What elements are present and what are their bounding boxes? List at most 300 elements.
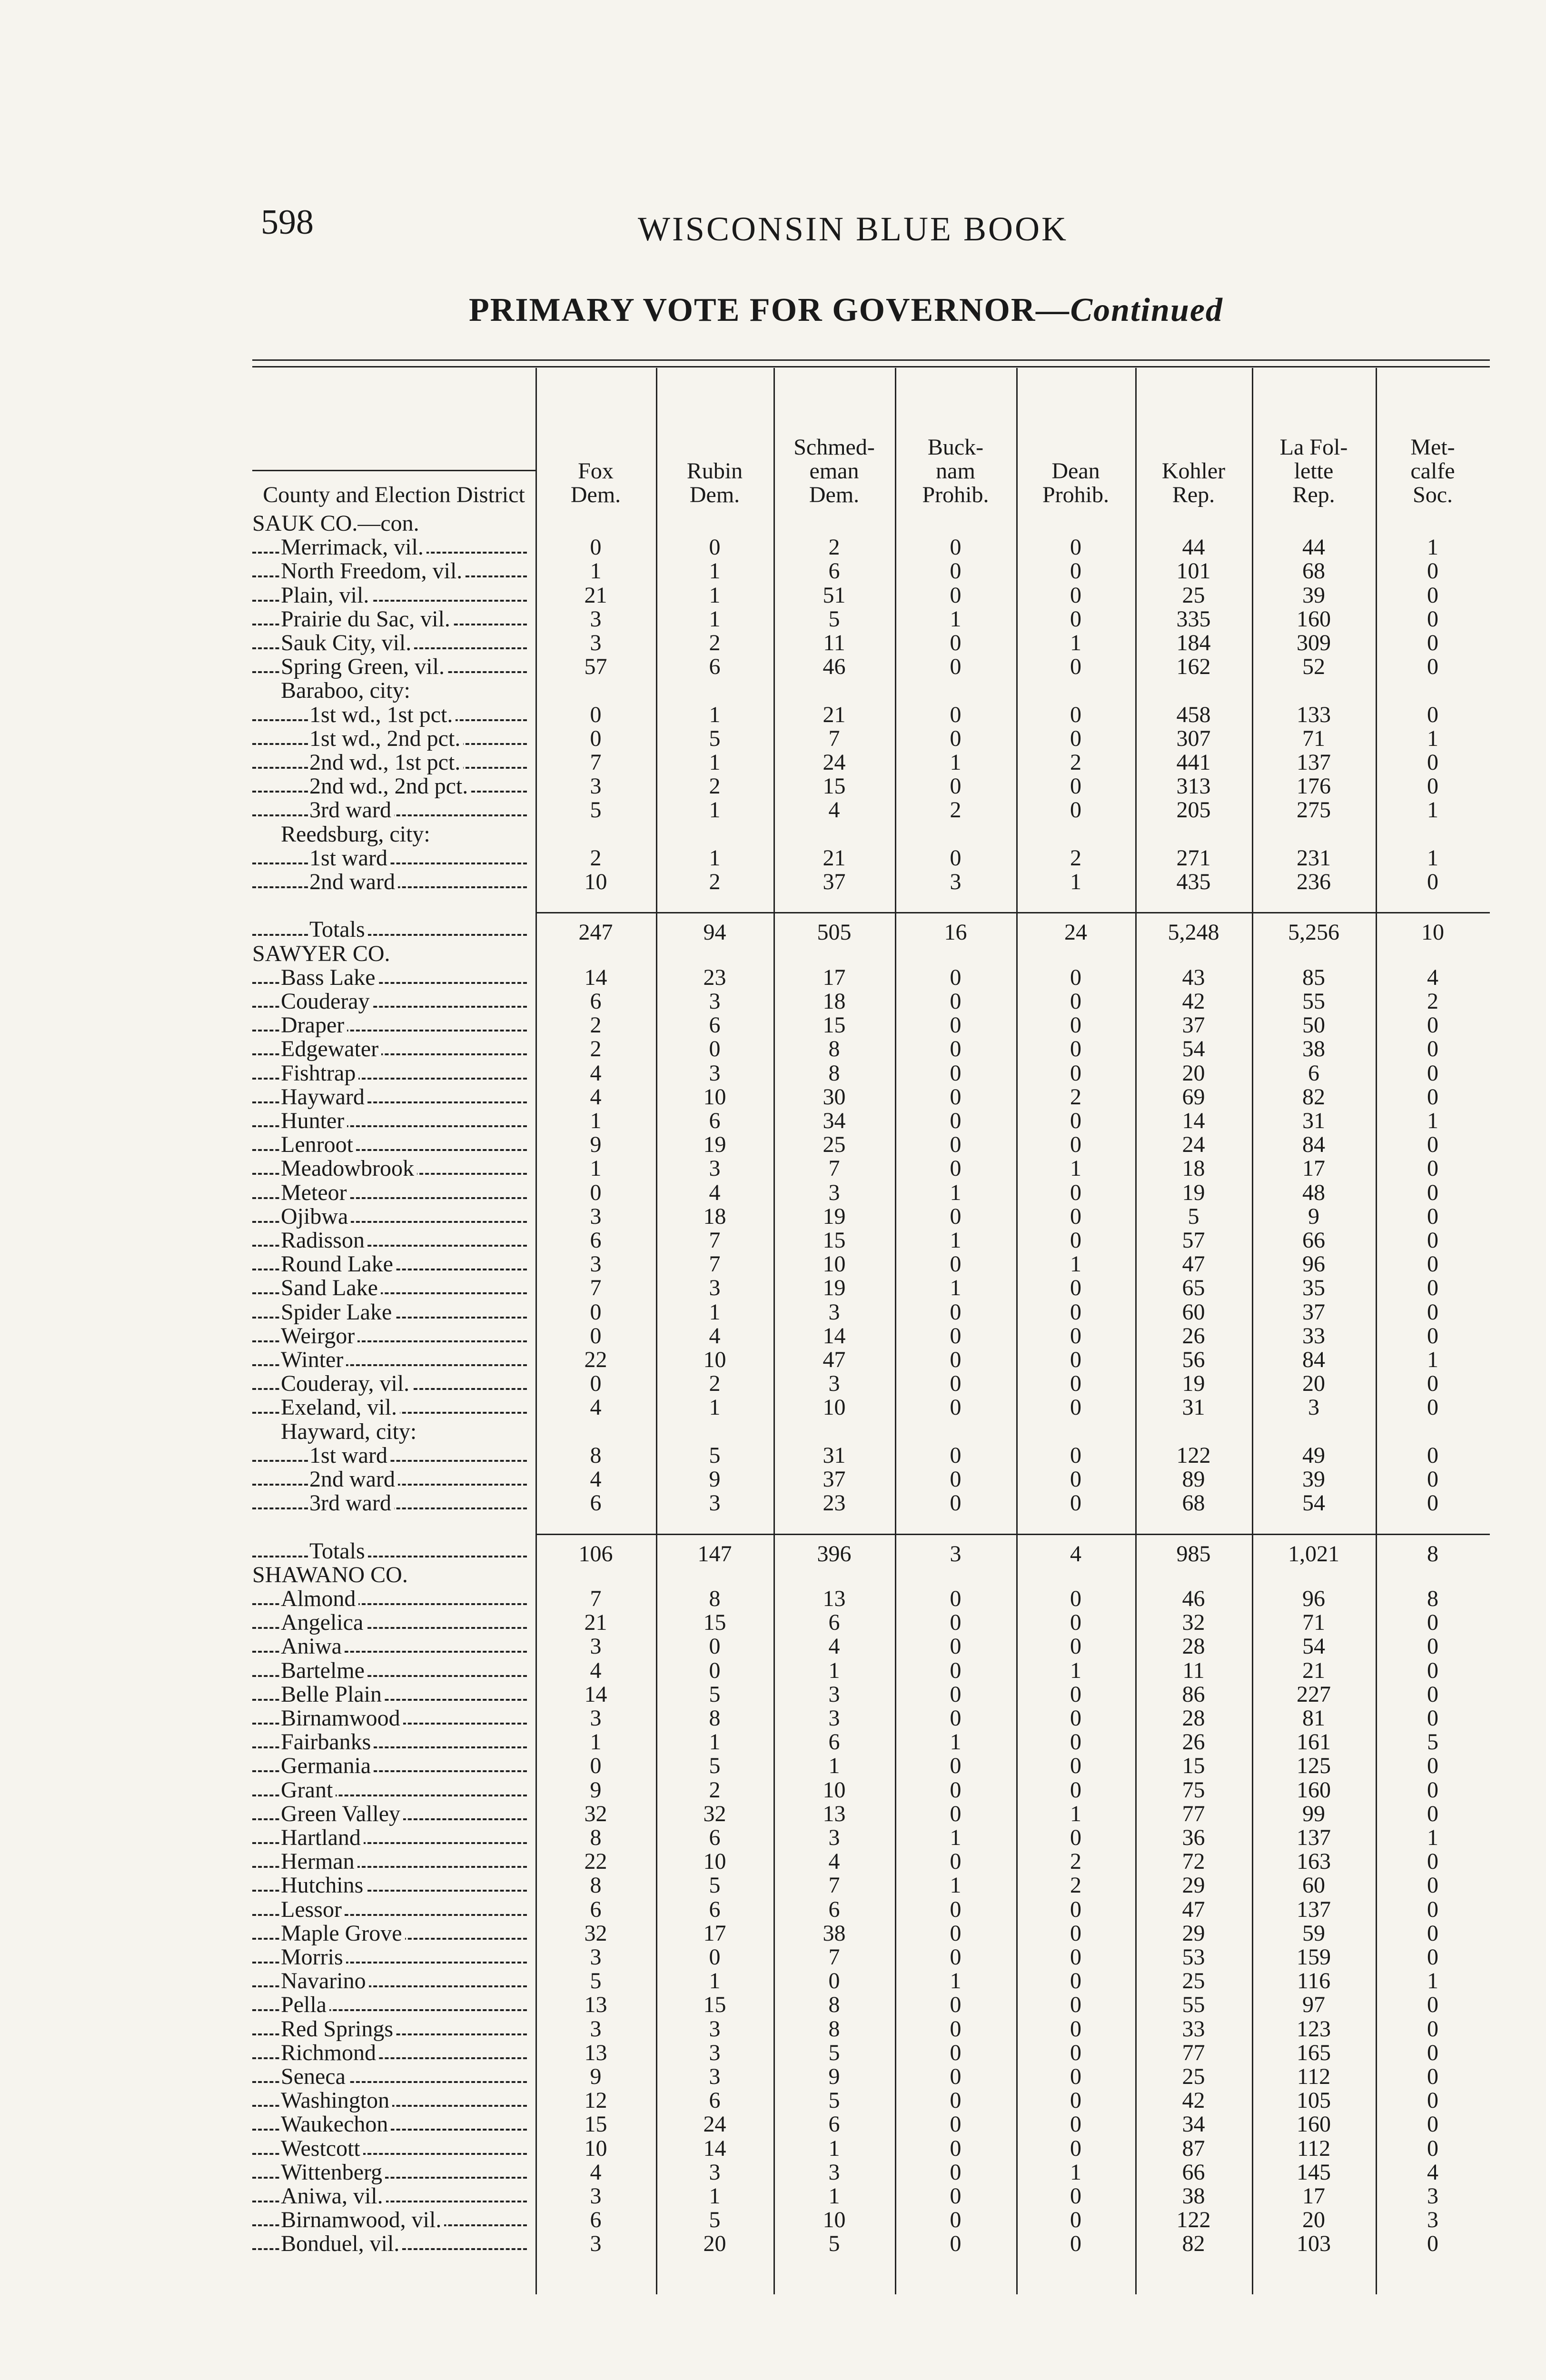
table-row (252, 823, 1490, 846)
vote-cell: 94 (703, 920, 726, 945)
vote-cell: 0 (1070, 1753, 1081, 1779)
vote-cell: 1 (1070, 2159, 1081, 2185)
vote-cell: 22 (584, 1347, 607, 1372)
district-name: Birnamwood (281, 1706, 403, 1730)
vote-cell: 0 (950, 2135, 961, 2161)
vote-cell: 5 (709, 2207, 721, 2233)
table-row (252, 631, 1490, 655)
vote-cell: 0 (1427, 2231, 1438, 2257)
header-underline (252, 470, 535, 471)
vote-cell: 10 (823, 1777, 846, 1803)
district-name: 2nd ward (309, 1468, 398, 1491)
vote-cell: 0 (950, 2112, 961, 2137)
district-name: Almond (281, 1587, 358, 1611)
vote-cell: 5 (709, 1681, 721, 1707)
vote-cell: 0 (1427, 1681, 1438, 1707)
header-col-6-l2: Kohler (1161, 458, 1226, 484)
vote-cell: 0 (1070, 606, 1081, 632)
vote-cell: 160 (1297, 1777, 1331, 1803)
vote-cell: 0 (1427, 1777, 1438, 1803)
vote-cell: 1 (828, 2135, 840, 2161)
vote-cell: 0 (590, 1753, 602, 1779)
vote-cell: 1 (950, 1968, 961, 1994)
vote-cell: 0 (1427, 1228, 1438, 1253)
vote-cell: 0 (1070, 1180, 1081, 1205)
vote-cell: 0 (950, 1442, 961, 1468)
vote-cell: 6 (1308, 1060, 1319, 1086)
vote-cell: 0 (1427, 582, 1438, 608)
row-label (252, 1037, 535, 1061)
vote-cell: 0 (950, 2231, 961, 2257)
table-row (252, 1205, 1490, 1229)
row-label (252, 1013, 535, 1037)
district-name: Birnamwood, vil. (281, 2208, 444, 2232)
table-row (252, 584, 1490, 607)
table-row (252, 1229, 1490, 1252)
table-row (252, 1181, 1490, 1205)
vote-cell: 55 (1302, 989, 1325, 1014)
vote-cell: 0 (1070, 558, 1081, 584)
district-name: Bonduel, vil. (281, 2232, 402, 2256)
header-col-3-l2: eman (809, 458, 859, 484)
vote-cell: 1 (950, 1228, 961, 1253)
vote-cell: 21 (823, 702, 846, 727)
vote-cell: 59 (1302, 1920, 1325, 1946)
table-row (252, 1802, 1490, 1826)
vote-cell: 0 (950, 1203, 961, 1229)
district-name: Red Springs (281, 2017, 396, 2041)
row-label (252, 1181, 535, 1205)
vote-cell: 6 (709, 654, 721, 680)
vote-cell: 1 (950, 1873, 961, 1898)
vote-cell: 0 (1070, 1586, 1081, 1611)
vote-cell: 44 (1182, 535, 1205, 560)
vote-cell: 0 (1070, 2135, 1081, 2161)
vote-cell: 1 (950, 1825, 961, 1850)
vote-cell: 5 (590, 797, 602, 823)
row-label (252, 751, 535, 774)
row-label (252, 2065, 535, 2089)
vote-cell: 0 (950, 2088, 961, 2113)
vote-cell: 21 (823, 845, 846, 871)
vote-cell: 0 (950, 1944, 961, 1970)
vote-cell: 3 (590, 1944, 602, 1970)
vote-cell: 0 (1070, 1729, 1081, 1755)
vote-cell: 36 (1182, 1825, 1205, 1850)
district-name: Hunter (281, 1109, 347, 1133)
vote-cell: 307 (1176, 725, 1211, 751)
district-name: 1st wd., 1st pct. (309, 703, 456, 727)
vote-cell: 0 (950, 535, 961, 560)
vote-cell: 9 (1308, 1203, 1319, 1229)
vote-cell: 3 (709, 2064, 721, 2089)
header-col-5 (1016, 402, 1135, 511)
row-label (252, 2232, 535, 2256)
vote-cell: 43 (1182, 964, 1205, 990)
vote-cell: 3 (709, 1490, 721, 1516)
vote-cell: 47 (1182, 1896, 1205, 1922)
vote-cell: 0 (1070, 1203, 1081, 1229)
vote-cell: 0 (1427, 1060, 1438, 1086)
district-name: Seneca (281, 2065, 348, 2089)
vote-cell: 458 (1176, 702, 1211, 727)
header-col-2-l1 (656, 436, 773, 459)
vote-cell: 1 (1427, 1347, 1438, 1372)
district-name: Pella (281, 1993, 329, 2017)
vote-cell: 13 (584, 1992, 607, 2018)
totals-rule (535, 912, 1490, 913)
vote-cell: 32 (1182, 1610, 1205, 1636)
vote-cell: 112 (1297, 2135, 1331, 2161)
vote-cell: 3 (709, 1275, 721, 1301)
vote-cell: 29 (1182, 1920, 1205, 1946)
vote-cell: 161 (1297, 1729, 1331, 1755)
table-row (252, 2161, 1490, 2184)
vote-cell: 23 (703, 964, 726, 990)
vote-cell: 6 (709, 2088, 721, 2113)
row-label (252, 1133, 535, 1157)
header-col-4-l3: Prohib. (922, 482, 989, 507)
header-col-7-l1: La Fol- (1279, 435, 1348, 460)
row-label (252, 1252, 535, 1276)
vote-cell: 0 (709, 1657, 721, 1683)
district-name: Belle Plain (281, 1683, 385, 1706)
table-row (252, 1396, 1490, 1419)
vote-cell: 5 (709, 725, 721, 751)
vote-cell: 3 (709, 2040, 721, 2065)
vote-cell: 3 (709, 2159, 721, 2185)
vote-cell: 5,256 (1288, 920, 1339, 945)
vote-cell: 122 (1176, 2207, 1211, 2233)
vote-cell: 2 (1070, 750, 1081, 775)
vote-cell: 335 (1176, 606, 1211, 632)
table-row (252, 1444, 1490, 1468)
vote-cell: 0 (1070, 1920, 1081, 1946)
row-label (252, 1229, 535, 1252)
row-label (252, 1491, 535, 1515)
vote-cell: 7 (590, 1586, 602, 1611)
vote-cell: 6 (590, 1896, 602, 1922)
district-name: Aniwa (281, 1635, 345, 1658)
vote-cell: 84 (1302, 1347, 1325, 1372)
vote-cell: 56 (1182, 1347, 1205, 1372)
district-name: Meteor (281, 1181, 350, 1205)
row-label (252, 703, 535, 727)
row-label (252, 1563, 535, 1587)
vote-cell: 3 (709, 1156, 721, 1181)
row-label (252, 1635, 535, 1658)
district-name: Hutchins (281, 1874, 366, 1897)
district-name: Baraboo, city: (281, 679, 413, 703)
vote-cell: 48 (1302, 1180, 1325, 1205)
vote-cell: 37 (1302, 1299, 1325, 1325)
vote-cell: 1 (1070, 630, 1081, 655)
vote-cell: 8 (590, 1825, 602, 1850)
vote-cell: 985 (1176, 1541, 1211, 1567)
vote-cell: 0 (1070, 1467, 1081, 1492)
totals-row (252, 1539, 1490, 1567)
vote-cell: 160 (1297, 606, 1331, 632)
row-label (252, 942, 535, 966)
vote-cell: 0 (1427, 2064, 1438, 2089)
vote-cell: 0 (1070, 1777, 1081, 1803)
vote-cell: 5 (709, 1753, 721, 1779)
row-label (252, 1969, 535, 1993)
table-row (252, 1706, 1490, 1730)
table-row (252, 1898, 1490, 1922)
header-col-1-l3: Dem. (570, 482, 621, 507)
table-row (252, 679, 1490, 703)
vote-cell: 60 (1182, 1299, 1205, 1325)
district-name: 1st wd., 2nd pct. (309, 727, 463, 751)
district-name: Sauk City, vil. (281, 631, 414, 655)
vote-cell: 1 (1070, 1251, 1081, 1277)
vote-cell: 13 (823, 1801, 846, 1826)
top-rule (252, 359, 1490, 361)
district-name: Washington (281, 2089, 392, 2112)
header-col-7-l3: Rep. (1292, 482, 1335, 507)
vote-cell: 1 (709, 1729, 721, 1755)
vote-cell: 6 (828, 1896, 840, 1922)
vote-cell: 0 (950, 1610, 961, 1636)
table-row (252, 2017, 1490, 2041)
vote-cell: 6 (590, 2207, 602, 2233)
table-row (252, 536, 1490, 559)
vote-cell: 23 (823, 1490, 846, 1516)
vote-cell: 1 (590, 558, 602, 584)
vote-cell: 0 (950, 1323, 961, 1349)
vote-cell: 84 (1302, 1132, 1325, 1158)
vote-cell: 17 (823, 964, 846, 990)
district-name: Totals (309, 1539, 368, 1563)
row-label (252, 655, 535, 679)
vote-cell: 14 (823, 1323, 846, 1349)
district-name: 2nd wd., 1st pct. (309, 751, 463, 774)
vote-cell: 24 (823, 750, 846, 775)
vote-cell: 2 (1070, 1849, 1081, 1874)
vote-cell: 435 (1176, 869, 1211, 894)
district-name: Angelica (281, 1611, 366, 1635)
vote-cell: 0 (950, 1706, 961, 1731)
vote-cell: 0 (950, 1657, 961, 1683)
vote-cell: 1 (950, 750, 961, 775)
vote-cell: 37 (1182, 1012, 1205, 1038)
vote-cell: 15 (703, 1992, 726, 2018)
vote-cell: 0 (950, 1347, 961, 1372)
row-label (252, 2112, 535, 2136)
table-row (252, 1109, 1490, 1133)
vote-cell: 1 (590, 1729, 602, 1755)
district-name: 2nd wd., 2nd pct. (309, 774, 471, 798)
table-title (469, 291, 1223, 329)
table-row (252, 1874, 1490, 1897)
vote-cell: 1 (1427, 845, 1438, 871)
vote-cell: 81 (1302, 1706, 1325, 1731)
district-name: Westcott (281, 2137, 363, 2161)
district-name: 1st ward (309, 846, 390, 870)
vote-cell: 1 (709, 606, 721, 632)
row-label (252, 1993, 535, 2017)
district-name: Merrimack, vil. (281, 536, 426, 559)
table-row (252, 1324, 1490, 1348)
vote-cell: 0 (1427, 1873, 1438, 1898)
row-label (252, 2041, 535, 2065)
vote-cell: 4 (590, 1060, 602, 1086)
table-row (252, 1468, 1490, 1491)
table-row (252, 2065, 1490, 2089)
header-col-6-l1 (1135, 436, 1252, 459)
district-name: Couderay, vil. (281, 1372, 412, 1396)
vote-cell: 10 (584, 2135, 607, 2161)
table-row (252, 2208, 1490, 2232)
row-label (252, 1754, 535, 1778)
district-name: Prairie du Sac, vil. (281, 607, 453, 631)
vote-cell: 42 (1182, 2088, 1205, 2113)
vote-cell: 10 (703, 1084, 726, 1110)
vote-cell: 0 (1070, 797, 1081, 823)
table-row (252, 1252, 1490, 1276)
vote-cell: 0 (950, 2016, 961, 2042)
table-row (252, 1061, 1490, 1085)
vote-cell: 0 (709, 1634, 721, 1659)
vote-cell: 0 (1427, 1036, 1438, 1062)
vote-cell: 5,248 (1168, 920, 1219, 945)
vote-cell: 2 (590, 1036, 602, 1062)
vote-cell: 4 (709, 1323, 721, 1349)
vote-cell: 6 (828, 1610, 840, 1636)
vote-cell: 52 (1302, 654, 1325, 680)
totals-rule (535, 1534, 1490, 1535)
vote-cell: 87 (1182, 2135, 1205, 2161)
vote-cell: 0 (709, 1944, 721, 1970)
district-name: Herman (281, 1850, 357, 1874)
vote-cell: 14 (584, 964, 607, 990)
vote-cell: 4 (828, 1849, 840, 1874)
header-col-3 (773, 402, 895, 511)
vote-cell: 0 (1070, 1299, 1081, 1325)
district-name: Aniwa, vil. (281, 2184, 386, 2208)
table-row (252, 1515, 1490, 1539)
vote-cell: 162 (1176, 654, 1211, 680)
vote-cell: 50 (1302, 1012, 1325, 1038)
table-row (252, 1922, 1490, 1945)
row-label (252, 1324, 535, 1348)
vote-cell: 0 (1070, 964, 1081, 990)
vote-cell: 4 (590, 1657, 602, 1683)
vote-cell: 0 (1427, 1395, 1438, 1420)
vote-cell: 0 (1070, 1706, 1081, 1731)
vote-cell: 0 (950, 845, 961, 871)
vote-cell: 1 (1427, 1108, 1438, 1133)
vote-cell: 89 (1182, 1467, 1205, 1492)
vote-cell: 77 (1182, 1801, 1205, 1826)
district-name: Navarino (281, 1969, 369, 1993)
header-col-8 (1376, 402, 1490, 511)
vote-cell: 82 (1182, 2231, 1205, 2257)
district-name: Meadowbrook (281, 1157, 417, 1180)
vote-cell: 0 (950, 1156, 961, 1181)
row-label (252, 990, 535, 1013)
top-rule-2 (252, 366, 1490, 367)
district-name: Waukechon (281, 2112, 391, 2136)
vote-cell: 0 (1427, 702, 1438, 727)
vote-cell: 57 (1182, 1228, 1205, 1253)
table-row (252, 1826, 1490, 1850)
vote-cell: 3 (828, 2159, 840, 2185)
vote-cell: 0 (950, 2064, 961, 2089)
table-row (252, 607, 1490, 631)
vote-cell: 0 (950, 702, 961, 727)
vote-cell: 72 (1182, 1849, 1205, 1874)
vote-cell: 3 (828, 1825, 840, 1850)
vote-cell: 3 (709, 1060, 721, 1086)
district-name: Sand Lake (281, 1276, 381, 1300)
vote-cell: 165 (1297, 2040, 1331, 2065)
vote-cell: 1 (709, 1968, 721, 1994)
vote-cell: 3 (590, 2016, 602, 2042)
district-name: Fishtrap (281, 1061, 358, 1085)
vote-cell: 0 (1070, 1944, 1081, 1970)
vote-cell: 66 (1302, 1228, 1325, 1253)
vote-cell: 18 (703, 1203, 726, 1229)
header-col-5-l3: Prohib. (1042, 482, 1109, 507)
table-row (252, 1635, 1490, 1658)
table-row (252, 774, 1490, 798)
vote-cell: 2 (709, 1777, 721, 1803)
vote-cell: 0 (950, 1920, 961, 1946)
vote-cell: 147 (697, 1541, 732, 1567)
vote-cell: 4 (1427, 2159, 1438, 2185)
vote-cell: 34 (1182, 2112, 1205, 2137)
district-name: Totals (309, 918, 368, 942)
vote-cell: 68 (1182, 1490, 1205, 1516)
vote-cell: 0 (1070, 1490, 1081, 1516)
vote-cell: 1 (1427, 725, 1438, 751)
vote-cell: 1 (709, 845, 721, 871)
vote-cell: 11 (1182, 1657, 1205, 1683)
vote-cell: 0 (950, 1371, 961, 1397)
district-name: Maple Grove (281, 1922, 405, 1945)
vote-cell: 8 (1427, 1586, 1438, 1611)
vote-cell: 3 (828, 1180, 840, 1205)
table-row (252, 2089, 1490, 2112)
district-name: Plain, vil. (281, 584, 372, 607)
district-name: Exeland, vil. (281, 1396, 400, 1419)
vote-cell: 0 (1427, 2135, 1438, 2161)
vote-cell: 0 (1070, 1012, 1081, 1038)
row-label (252, 1205, 535, 1229)
vote-cell: 13 (823, 1586, 846, 1611)
header-col-4-l2: nam (936, 458, 975, 484)
vote-cell: 3 (590, 2183, 602, 2209)
vote-cell: 123 (1297, 2016, 1331, 2042)
vote-cell: 7 (828, 1873, 840, 1898)
vote-cell: 0 (1070, 2064, 1081, 2089)
vote-cell: 0 (1427, 750, 1438, 775)
vote-cell: 1 (1427, 1825, 1438, 1850)
vote-cell: 3 (828, 1681, 840, 1707)
table-row (252, 1945, 1490, 1969)
vote-cell: 0 (950, 989, 961, 1014)
vote-cell: 0 (1070, 2231, 1081, 2257)
vote-cell: 6 (709, 1108, 721, 1133)
district-name: Lessor (281, 1898, 345, 1922)
row-label (252, 1372, 535, 1396)
vote-cell: 0 (1070, 2207, 1081, 2233)
row-label (252, 1874, 535, 1897)
vote-cell: 2 (1070, 1873, 1081, 1898)
vote-cell: 275 (1297, 797, 1331, 823)
